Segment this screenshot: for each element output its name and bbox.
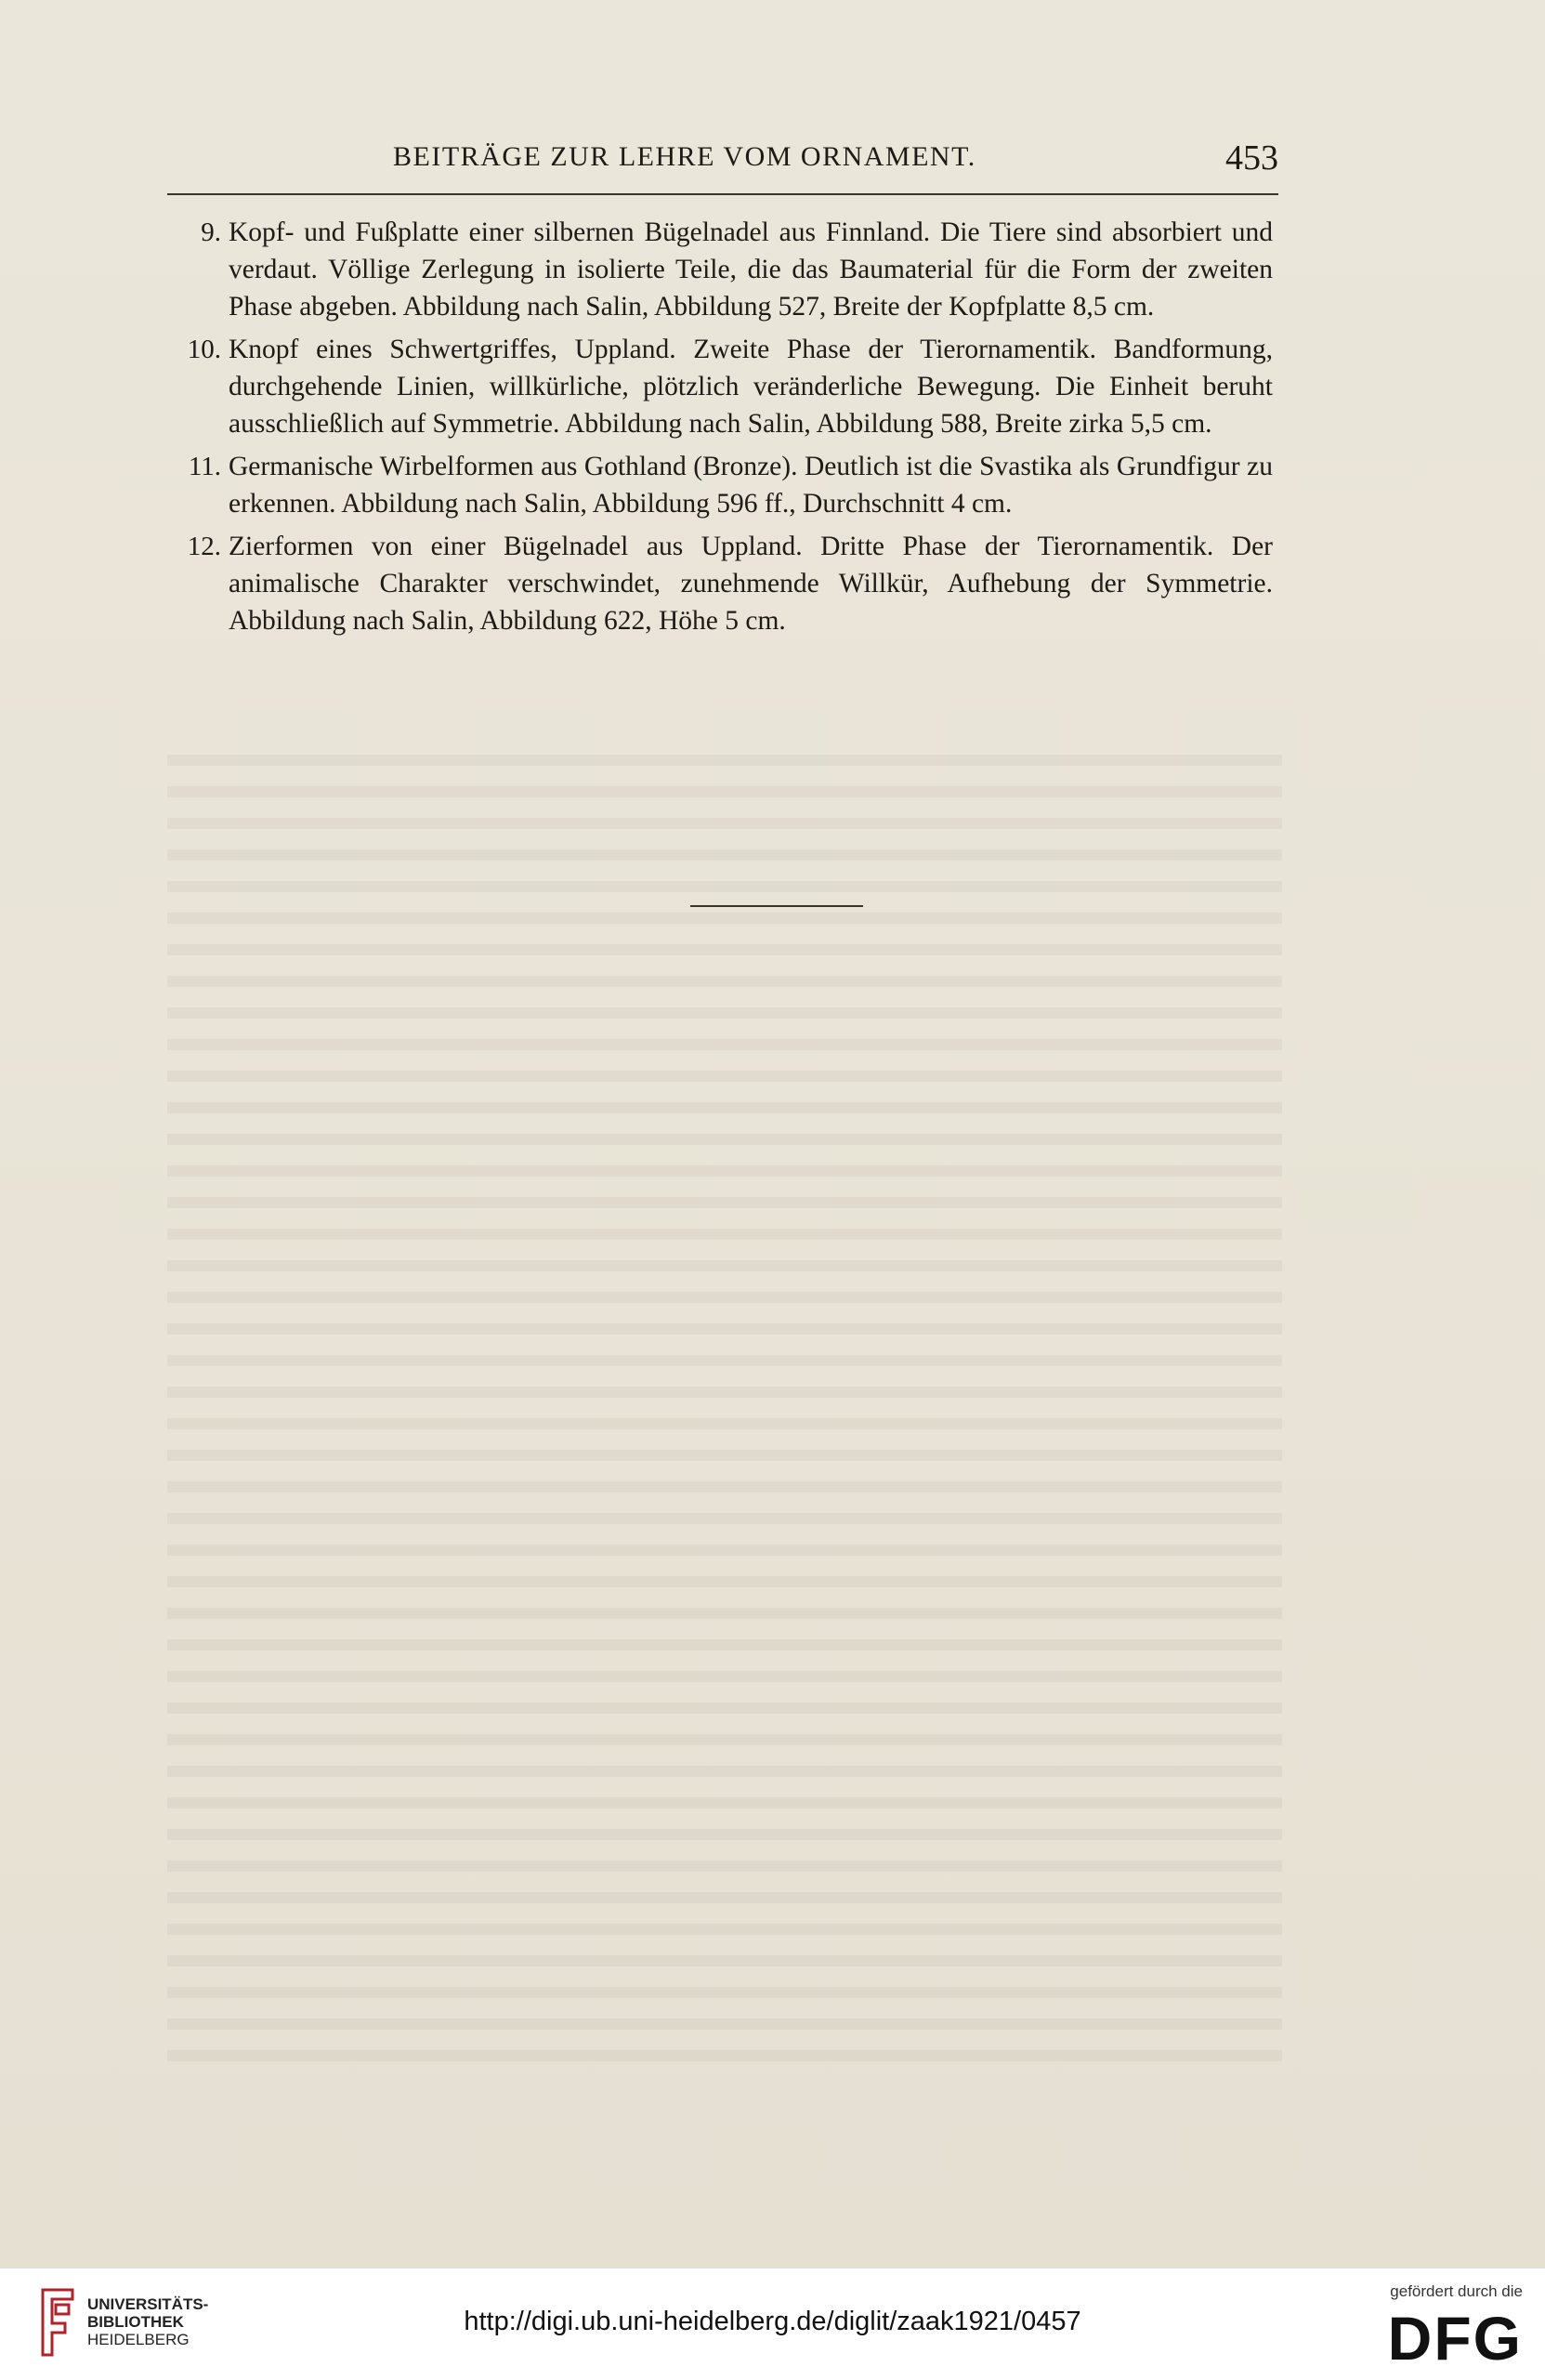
caption-text: Knopf eines Schwertgriffes, Uppland. Zweite Phase der Tierornamentik. Bandformung, durchgehende Linien, willkürliche, plötzlich veränderliche Bewegung. Die Einheit beruht ausschließlich auf Symmetrie. Abbildung nach Salin, Abbildung 588, Breite zirka 5,5 cm.	[229, 335, 1273, 439]
caption-entry	[177, 214, 1273, 325]
library-name-line: HEIDELBERG	[87, 2331, 190, 2348]
library-name-line: UNIVERSITÄTS-	[87, 2295, 209, 2313]
caption-entry	[177, 528, 1273, 639]
permalink-url[interactable]: http://digi.ub.uni-heidelberg.de/diglit/zaak1921/0457	[464, 2307, 1081, 2336]
section-divider	[690, 905, 863, 907]
caption-entry	[177, 331, 1273, 442]
funder-label: gefördert durch die	[1390, 2282, 1523, 2300]
caption-number: 12.	[187, 532, 221, 561]
running-title: BEITRÄGE ZUR LEHRE VOM ORNAMENT.	[393, 141, 976, 172]
caption-text: Zierformen von einer Bügelnadel aus Uppland. Dritte Phase der Tierornamentik. Der animalische Charakter verschwindet, zunehmende Willkür, Aufhebung der Symmetrie. Abbildung nach Salin, Abbildung 622, Höhe 5 cm.	[229, 532, 1273, 636]
running-head	[167, 138, 1278, 195]
bleed-through-text	[167, 734, 1282, 2063]
library-name-line: BIBLIOTHEK	[87, 2313, 184, 2331]
caption-number: 9.	[201, 217, 221, 247]
caption-entry	[177, 448, 1273, 522]
dfg-logo: DFG	[1387, 2304, 1523, 2373]
caption-text: Kopf- und Fußplatte einer silbernen Bügelnadel aus Finnland. Die Tiere sind absorbiert und verdaut. Völlige Zerlegung in isolierte Teile, die das Baumaterial für die Form der zweiten Phase abgeben. Abbildung nach Salin, Abbildung 527, Breite der Kopfplatte 8,5 cm.	[229, 217, 1273, 322]
figure-captions	[177, 214, 1273, 645]
caption-text: Germanische Wirbelformen aus Gothland (Bronze). Deutlich ist die Svastika als Grundfigur zu erkennen. Abbildung nach Salin, Abbildung 596 ff., Durchschnitt 4 cm.	[229, 452, 1273, 519]
caption-number: 11.	[188, 452, 221, 481]
page-number: 453	[1225, 138, 1278, 178]
caption-number: 10.	[187, 335, 221, 364]
